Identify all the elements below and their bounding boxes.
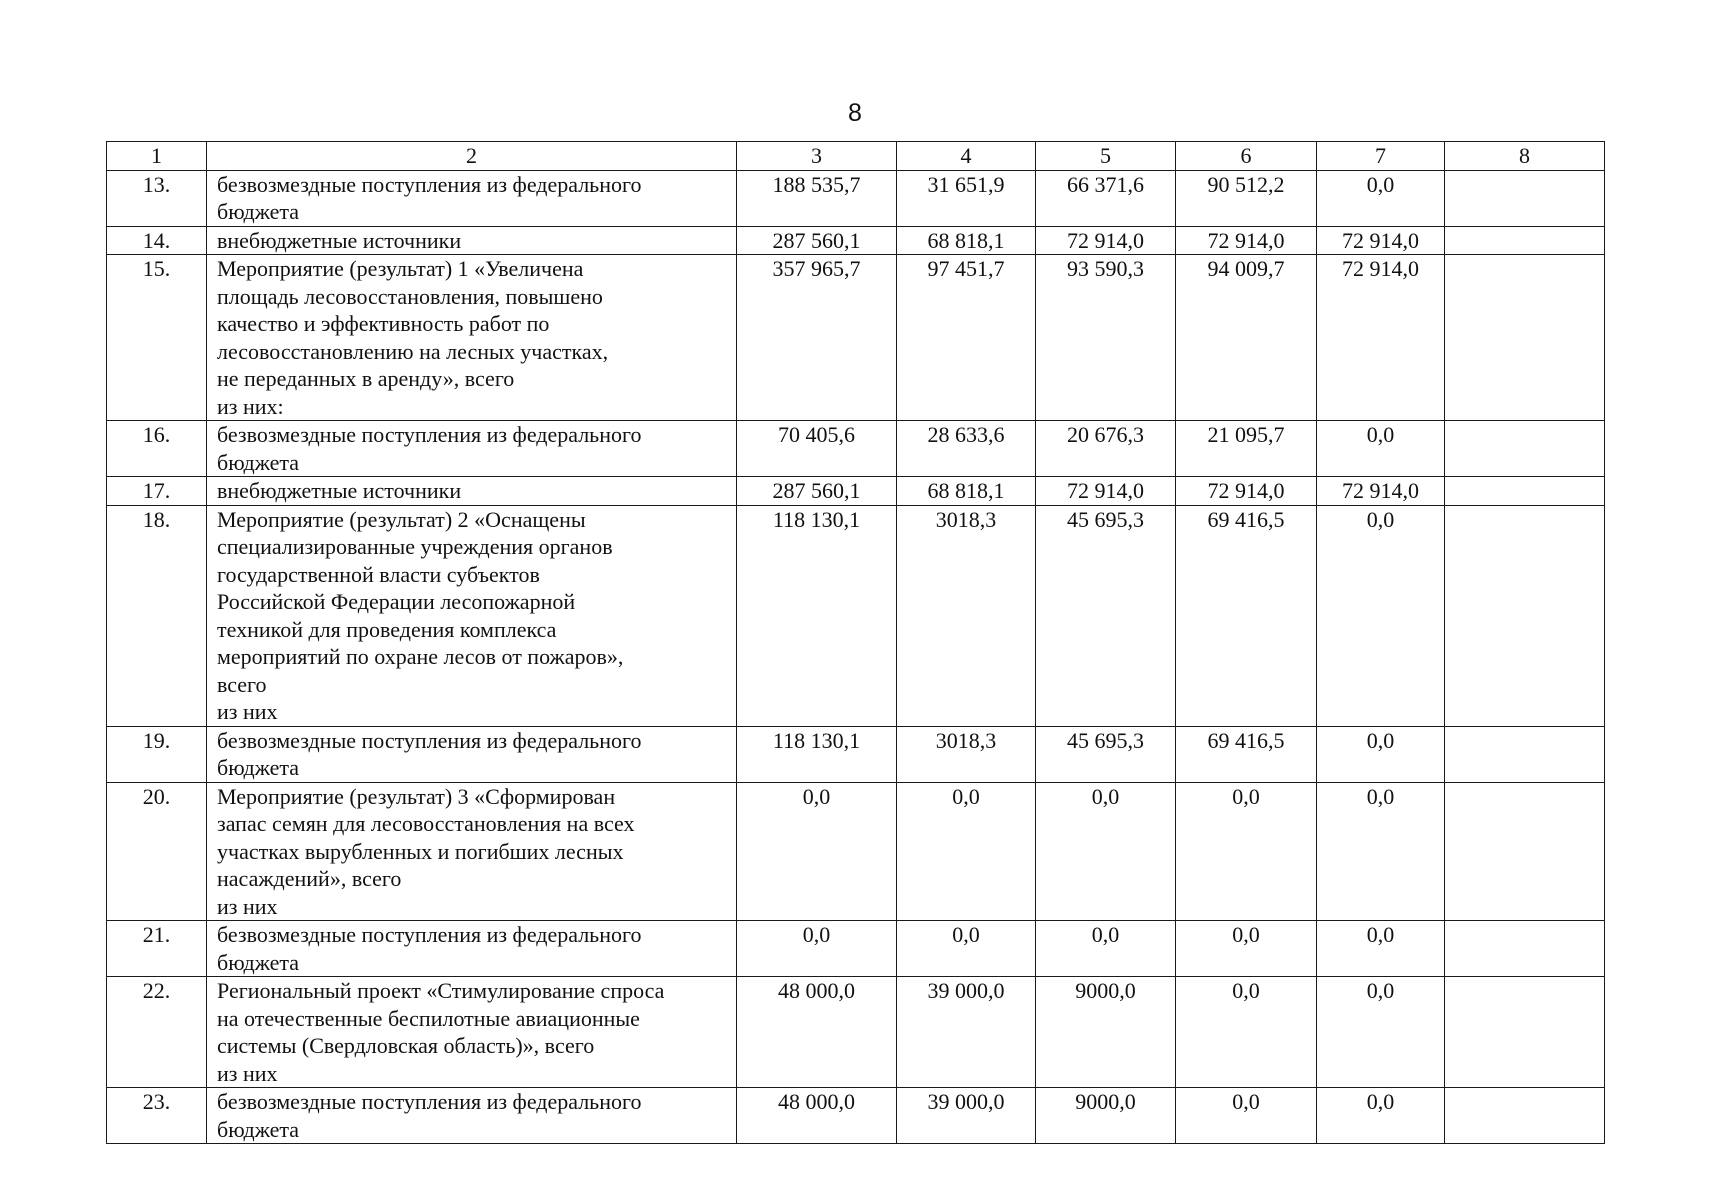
column-header-1: 1: [107, 142, 207, 171]
value-cell-4: 68 818,1: [897, 226, 1036, 255]
value-cell-7: 0,0: [1317, 505, 1445, 726]
page-number: 8: [848, 99, 862, 127]
value-cell-5: 9000,0: [1036, 977, 1176, 1088]
description-line: запас семян для лесовосстановления на всех: [217, 811, 635, 836]
row-description: [207, 421, 737, 477]
value-cell-3: 118 130,1: [737, 726, 897, 782]
value-cell-3: 188 535,7: [737, 170, 897, 226]
value-cell-6: 69 416,5: [1176, 726, 1317, 782]
row-description: [207, 477, 737, 506]
value-cell-6: 94 009,7: [1176, 255, 1317, 421]
table-row: [107, 782, 1605, 921]
value-cell-7: 72 914,0: [1317, 255, 1445, 421]
description-line: бюджета: [217, 449, 300, 475]
description-line: безвозмездные поступления из федерального: [217, 1089, 642, 1114]
description-line: площадь лесовосстановления, повышено: [217, 283, 603, 309]
value-cell-4: 97 451,7: [897, 255, 1036, 421]
table-row: [107, 226, 1605, 255]
value-cell-4: 3018,3: [897, 726, 1036, 782]
value-cell-6: 90 512,2: [1176, 170, 1317, 226]
value-cell-6: 0,0: [1176, 921, 1317, 977]
description-line: не переданных в аренду», всего: [217, 366, 515, 391]
value-cell-5: 72 914,0: [1036, 477, 1176, 506]
table-row: [107, 726, 1605, 782]
value-cell-4: 0,0: [897, 921, 1036, 977]
description-line: из них:: [217, 393, 284, 419]
table-row: [107, 421, 1605, 477]
table-row: [107, 477, 1605, 506]
row-description: [207, 977, 737, 1088]
value-cell-6: 72 914,0: [1176, 477, 1317, 506]
value-cell-3: 70 405,6: [737, 421, 897, 477]
value-cell-8: [1445, 977, 1605, 1088]
value-cell-5: 66 371,6: [1036, 170, 1176, 226]
value-cell-7: 0,0: [1317, 977, 1445, 1088]
value-cell-7: 0,0: [1317, 170, 1445, 226]
description-line: Региональный проект «Стимулирование спроса: [217, 978, 665, 1003]
description-line: Российской Федерации лесопожарной: [217, 589, 576, 614]
value-cell-7: 0,0: [1317, 421, 1445, 477]
row-description: [207, 255, 737, 421]
row-number: 22.: [107, 977, 207, 1088]
value-cell-7: 0,0: [1317, 726, 1445, 782]
row-number: 21.: [107, 921, 207, 977]
value-cell-8: [1445, 477, 1605, 506]
value-cell-8: [1445, 226, 1605, 255]
value-cell-5: 9000,0: [1036, 1088, 1176, 1144]
value-cell-3: 118 130,1: [737, 505, 897, 726]
table-row: [107, 255, 1605, 421]
table-row: [107, 505, 1605, 726]
value-cell-7: 0,0: [1317, 1088, 1445, 1144]
description-line: внебюджетные источники: [217, 478, 462, 503]
value-cell-7: 0,0: [1317, 782, 1445, 921]
value-cell-6: 69 416,5: [1176, 505, 1317, 726]
description-line: бюджета: [217, 1116, 300, 1142]
row-description: [207, 505, 737, 726]
row-number: 15.: [107, 255, 207, 421]
description-line: из них: [217, 1060, 278, 1086]
value-cell-4: 0,0: [897, 782, 1036, 921]
value-cell-8: [1445, 421, 1605, 477]
value-cell-3: 48 000,0: [737, 977, 897, 1088]
row-number: 13.: [107, 170, 207, 226]
description-line: бюджета: [217, 949, 300, 975]
value-cell-3: 0,0: [737, 921, 897, 977]
row-description: [207, 921, 737, 977]
value-cell-8: [1445, 505, 1605, 726]
row-description: [207, 726, 737, 782]
table-row: [107, 1088, 1605, 1144]
row-description: [207, 1088, 737, 1144]
value-cell-5: 45 695,3: [1036, 726, 1176, 782]
description-line: системы (Свердловская область)», всего: [217, 1033, 595, 1058]
description-line: бюджета: [217, 755, 300, 780]
value-cell-8: [1445, 921, 1605, 977]
description-line: безвозмездные поступления из федерального: [217, 727, 642, 753]
table-body: [107, 142, 1605, 1144]
table-header-row: [107, 142, 1605, 171]
column-header-4: 4: [897, 142, 1036, 171]
value-cell-6: 0,0: [1176, 1088, 1317, 1144]
row-description: [207, 170, 737, 226]
row-number: 18.: [107, 505, 207, 726]
description-line: Мероприятие (результат) 2 «Оснащены: [217, 506, 586, 532]
value-cell-5: 0,0: [1036, 782, 1176, 921]
description-line: безвозмездные поступления из федерального: [217, 922, 642, 947]
row-number: 23.: [107, 1088, 207, 1144]
column-header-2: 2: [207, 142, 737, 171]
value-cell-6: 72 914,0: [1176, 226, 1317, 255]
table-row: [107, 921, 1605, 977]
value-cell-5: 0,0: [1036, 921, 1176, 977]
value-cell-4: 39 000,0: [897, 1088, 1036, 1144]
value-cell-4: 3018,3: [897, 505, 1036, 726]
value-cell-6: 0,0: [1176, 977, 1317, 1088]
row-number: 16.: [107, 421, 207, 477]
value-cell-8: [1445, 255, 1605, 421]
row-number: 19.: [107, 726, 207, 782]
row-description: [207, 782, 737, 921]
column-header-3: 3: [737, 142, 897, 171]
row-number: 20.: [107, 782, 207, 921]
description-line: бюджета: [217, 199, 300, 224]
row-description: [207, 226, 737, 255]
value-cell-4: 31 651,9: [897, 170, 1036, 226]
value-cell-8: [1445, 726, 1605, 782]
description-line: Мероприятие (результат) 1 «Увеличена: [217, 256, 584, 281]
column-header-8: 8: [1445, 142, 1605, 171]
value-cell-7: 0,0: [1317, 921, 1445, 977]
value-cell-5: 20 676,3: [1036, 421, 1176, 477]
row-number: 14.: [107, 226, 207, 255]
value-cell-6: 0,0: [1176, 782, 1317, 921]
description-line: внебюджетные источники: [217, 227, 462, 253]
description-line: мероприятий по охране лесов от пожаров»,: [217, 644, 624, 669]
table-row: [107, 170, 1605, 226]
row-number: 17.: [107, 477, 207, 506]
description-line: насаждений», всего: [217, 866, 402, 891]
value-cell-4: 68 818,1: [897, 477, 1036, 506]
value-cell-4: 39 000,0: [897, 977, 1036, 1088]
value-cell-8: [1445, 170, 1605, 226]
value-cell-3: 357 965,7: [737, 255, 897, 421]
value-cell-3: 0,0: [737, 782, 897, 921]
description-line: специализированные учреждения органов: [217, 534, 613, 559]
column-header-6: 6: [1176, 142, 1317, 171]
table-row: [107, 977, 1605, 1088]
description-line: всего: [217, 671, 267, 697]
value-cell-3: 48 000,0: [737, 1088, 897, 1144]
value-cell-8: [1445, 782, 1605, 921]
description-line: лесовосстановлению на лесных участках,: [217, 338, 609, 364]
description-line: участках вырубленных и погибших лесных: [217, 838, 624, 864]
value-cell-5: 72 914,0: [1036, 226, 1176, 255]
description-line: из них: [217, 893, 278, 919]
description-line: на отечественные беспилотные авиационные: [217, 1005, 640, 1031]
value-cell-3: 287 560,1: [737, 226, 897, 255]
description-line: безвозмездные поступления из федерального: [217, 422, 642, 447]
value-cell-7: 72 914,0: [1317, 477, 1445, 506]
value-cell-4: 28 633,6: [897, 421, 1036, 477]
value-cell-8: [1445, 1088, 1605, 1144]
value-cell-3: 287 560,1: [737, 477, 897, 506]
column-header-5: 5: [1036, 142, 1176, 171]
description-line: качество и эффективность работ по: [217, 311, 550, 336]
description-line: безвозмездные поступления из федерального: [217, 171, 642, 197]
value-cell-5: 45 695,3: [1036, 505, 1176, 726]
value-cell-7: 72 914,0: [1317, 226, 1445, 255]
description-line: техникой для проведения комплекса: [217, 616, 557, 642]
budget-table: [106, 141, 1605, 1144]
description-line: из них: [217, 699, 278, 724]
column-header-7: 7: [1317, 142, 1445, 171]
value-cell-5: 93 590,3: [1036, 255, 1176, 421]
value-cell-6: 21 095,7: [1176, 421, 1317, 477]
description-line: Мероприятие (результат) 3 «Сформирован: [217, 783, 616, 809]
description-line: государственной власти субъектов: [217, 561, 540, 587]
